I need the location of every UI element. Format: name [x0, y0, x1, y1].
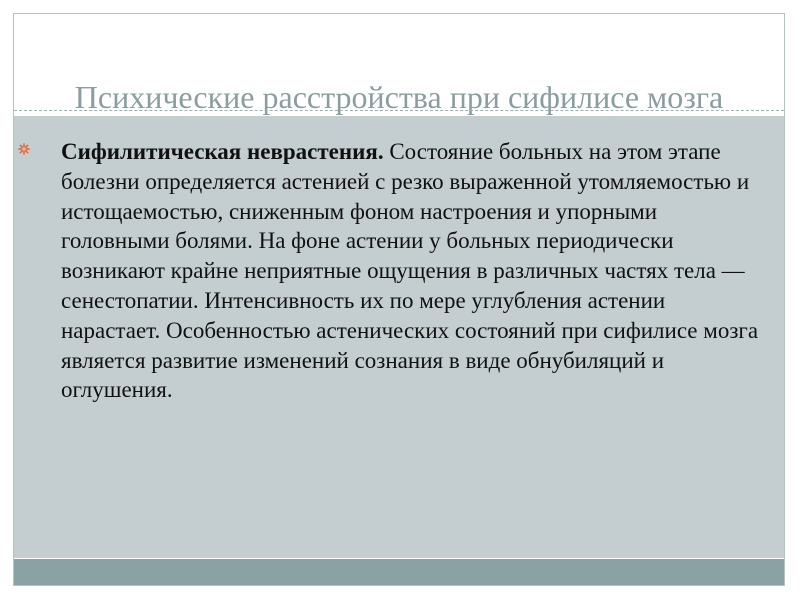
sunburst-bullet-icon [18, 143, 30, 155]
title-divider [14, 110, 784, 111]
body-paragraph [61, 137, 766, 405]
paragraph-text: Состояние больных на этом этапе болезни определяется астенией с резко выраженной утомляемостью и истощаемостью, сниженным фоном настроения и упорными головными болями. На фоне астении у больных периодически возникают крайне неприятные ощущения в различных частях тела — сенестопатии. Интенсивность их по мере углубления астении нарастает. Особенностью астенических состояний при сифилисе мозга является развитие изменений сознания в виде обнубиляций и оглушения. [61, 139, 759, 403]
slide-title: Психические расстройства при сифилисе мозга [74, 79, 724, 115]
bottom-bar [14, 559, 784, 586]
paragraph-lead: Сифилитическая неврастения. [61, 139, 384, 164]
